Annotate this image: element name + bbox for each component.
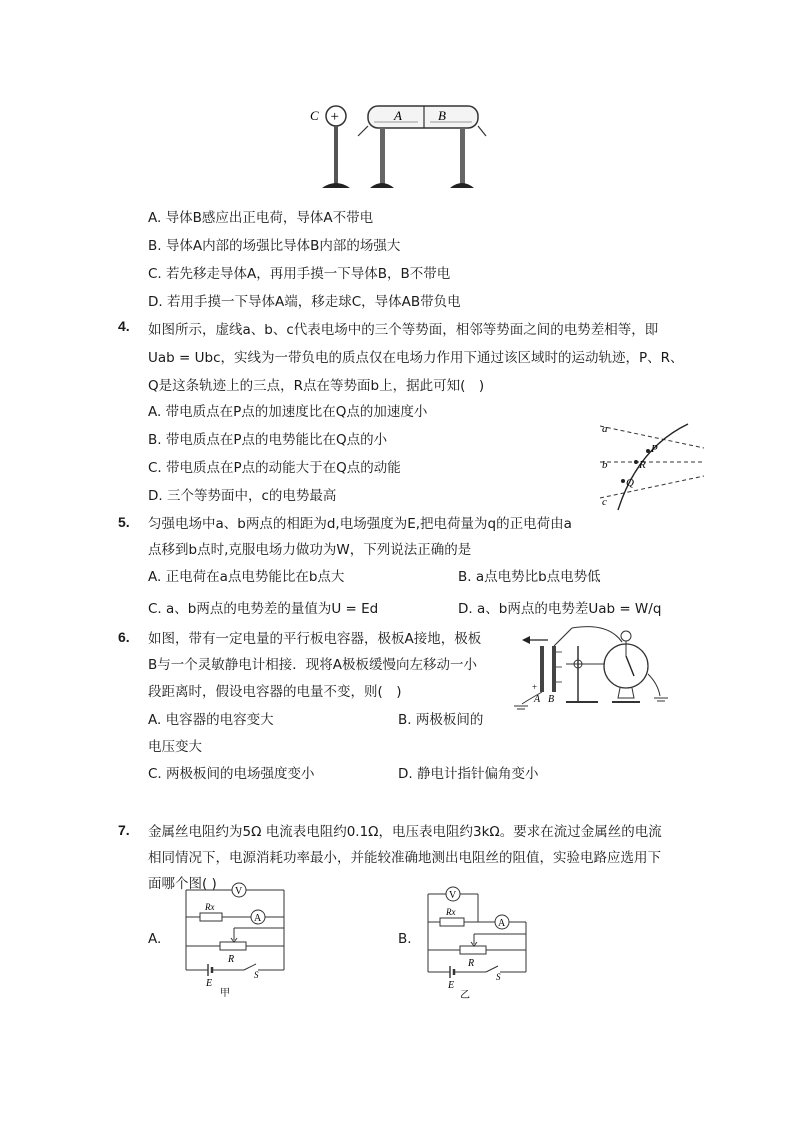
circuit-caption: 乙 <box>460 990 470 1001</box>
q7-number: 7. <box>118 822 130 838</box>
q7-stem-line3: 面哪个图( ) <box>148 876 217 892</box>
rx-label: Rx <box>205 902 215 912</box>
conductor-figure <box>300 96 500 194</box>
label-q: Q <box>626 477 634 489</box>
label-a: a <box>602 423 608 435</box>
circuit-caption: 甲 <box>220 988 230 999</box>
label-a: A <box>534 694 541 705</box>
q6-option-b-continued: 电压变大 <box>148 739 202 755</box>
q7-option-a-label: A. <box>148 931 162 947</box>
q4-option-d: D. 三个等势面中，c的电势最高 <box>148 488 337 504</box>
q6-option-c: C. 两极板间的电场强度变小 <box>148 766 315 782</box>
svg-text:+: + <box>330 109 339 125</box>
q6-stem-line1: 如图，带有一定电量的平行板电容器，极板A接地，极板 <box>148 631 482 647</box>
label-b: B <box>548 694 555 705</box>
q4-stem-line2: Uab = Ubc，实线为一带负电的质点仅在电场力作用下通过该区域时的运动轨迹，P、R、 <box>148 350 684 366</box>
q6-option-a: A. 电容器的电容变大 <box>148 712 274 728</box>
q4-number: 4. <box>118 318 130 334</box>
label-b: b <box>602 459 608 471</box>
q7-stem-line2: 相同情况下，电源消耗功率最小，并能较准确地测出电阻丝的阻值，实验电路应选用下 <box>148 850 661 866</box>
q6-stem-line2: B与一个灵敏静电计相接．现将A极板缓慢向左移动一小 <box>148 657 477 673</box>
q3-option-b: B. 导体A内部的场强比导体B内部的场强大 <box>148 238 401 254</box>
q3-option-c: C. 若先移走导体A，再用手摸一下导体B，B不带电 <box>148 266 451 282</box>
q6-stem-line3: 段距离时，假设电容器的电量不变，则( ) <box>148 684 402 700</box>
q6-option-d: D. 静电计指针偏角变小 <box>398 766 539 782</box>
voltmeter-label: V <box>235 886 243 897</box>
q4-stem-line3: Q是这条轨迹上的三点，R点在等势面b上，据此可知( ) <box>148 378 485 394</box>
rx-label: Rx <box>446 907 456 917</box>
circuit-b-figure <box>422 880 532 1002</box>
voltmeter-label: V <box>449 890 457 901</box>
q5-option-c: C. a、b两点的电势差的量值为U = Ed <box>148 601 379 617</box>
q5-option-a: A. 正电荷在a点电势能比在b点大 <box>148 569 345 585</box>
ammeter-label: A <box>498 918 506 929</box>
q4-stem-line1: 如图所示，虚线a、b、c代表电场中的三个等势面，相邻等势面之间的电势差相等，即 <box>148 322 659 338</box>
q5-number: 5. <box>118 514 130 530</box>
label-a: A <box>394 108 402 123</box>
q3-option-d: D. 若用手摸一下导体A端，移走球C，导体AB带负电 <box>148 294 461 310</box>
label-c: C <box>310 108 319 123</box>
label-b: B <box>438 108 446 123</box>
q5-stem-line2: 点移到b点时,克服电场力做功为W，下列说法正确的是 <box>148 542 472 558</box>
battery-label: E <box>448 980 455 991</box>
rheostat-label: R <box>468 958 475 969</box>
switch-label: S <box>254 970 259 980</box>
label-c: c <box>602 496 607 508</box>
equipotential-figure <box>596 418 708 512</box>
rheostat-label: R <box>228 954 235 965</box>
q5-option-b: B. a点电势比b点电势低 <box>458 569 601 585</box>
q4-option-c: C. 带电质点在P点的动能大于在Q点的动能 <box>148 460 401 476</box>
q4-option-a: A. 带电质点在P点的加速度比在Q点的加速度小 <box>148 404 428 420</box>
q4-option-b: B. 带电质点在P点的电势能比在Q点的小 <box>148 432 388 448</box>
q7-stem-line1: 金属丝电阻约为5Ω 电流表电阻约0.1Ω，电压表电阻约3kΩ。要求在流过金属丝的电流 <box>148 824 662 840</box>
q5-option-d: D. a、b两点的电势差Uab = W/q <box>458 601 662 617</box>
battery-label: E <box>206 978 213 989</box>
q6-option-b: B. 两极板间的 <box>398 712 484 728</box>
switch-label: S <box>496 972 501 982</box>
label-p: P <box>651 443 658 455</box>
circuit-a-figure <box>180 880 290 1000</box>
q6-number: 6. <box>118 629 130 645</box>
q3-option-a: A. 导体B感应出正电荷，导体A不带电 <box>148 210 374 226</box>
capacitor-electrometer-figure <box>508 622 678 716</box>
ammeter-label: A <box>254 913 262 924</box>
label-r: R <box>639 459 646 471</box>
q5-stem-line1: 匀强电场中a、b两点的相距为d,电场强度为E,把电荷量为q的正电荷由a <box>148 516 572 532</box>
q7-option-b-label: B. <box>398 931 412 947</box>
svg-text:+: + <box>532 682 538 692</box>
